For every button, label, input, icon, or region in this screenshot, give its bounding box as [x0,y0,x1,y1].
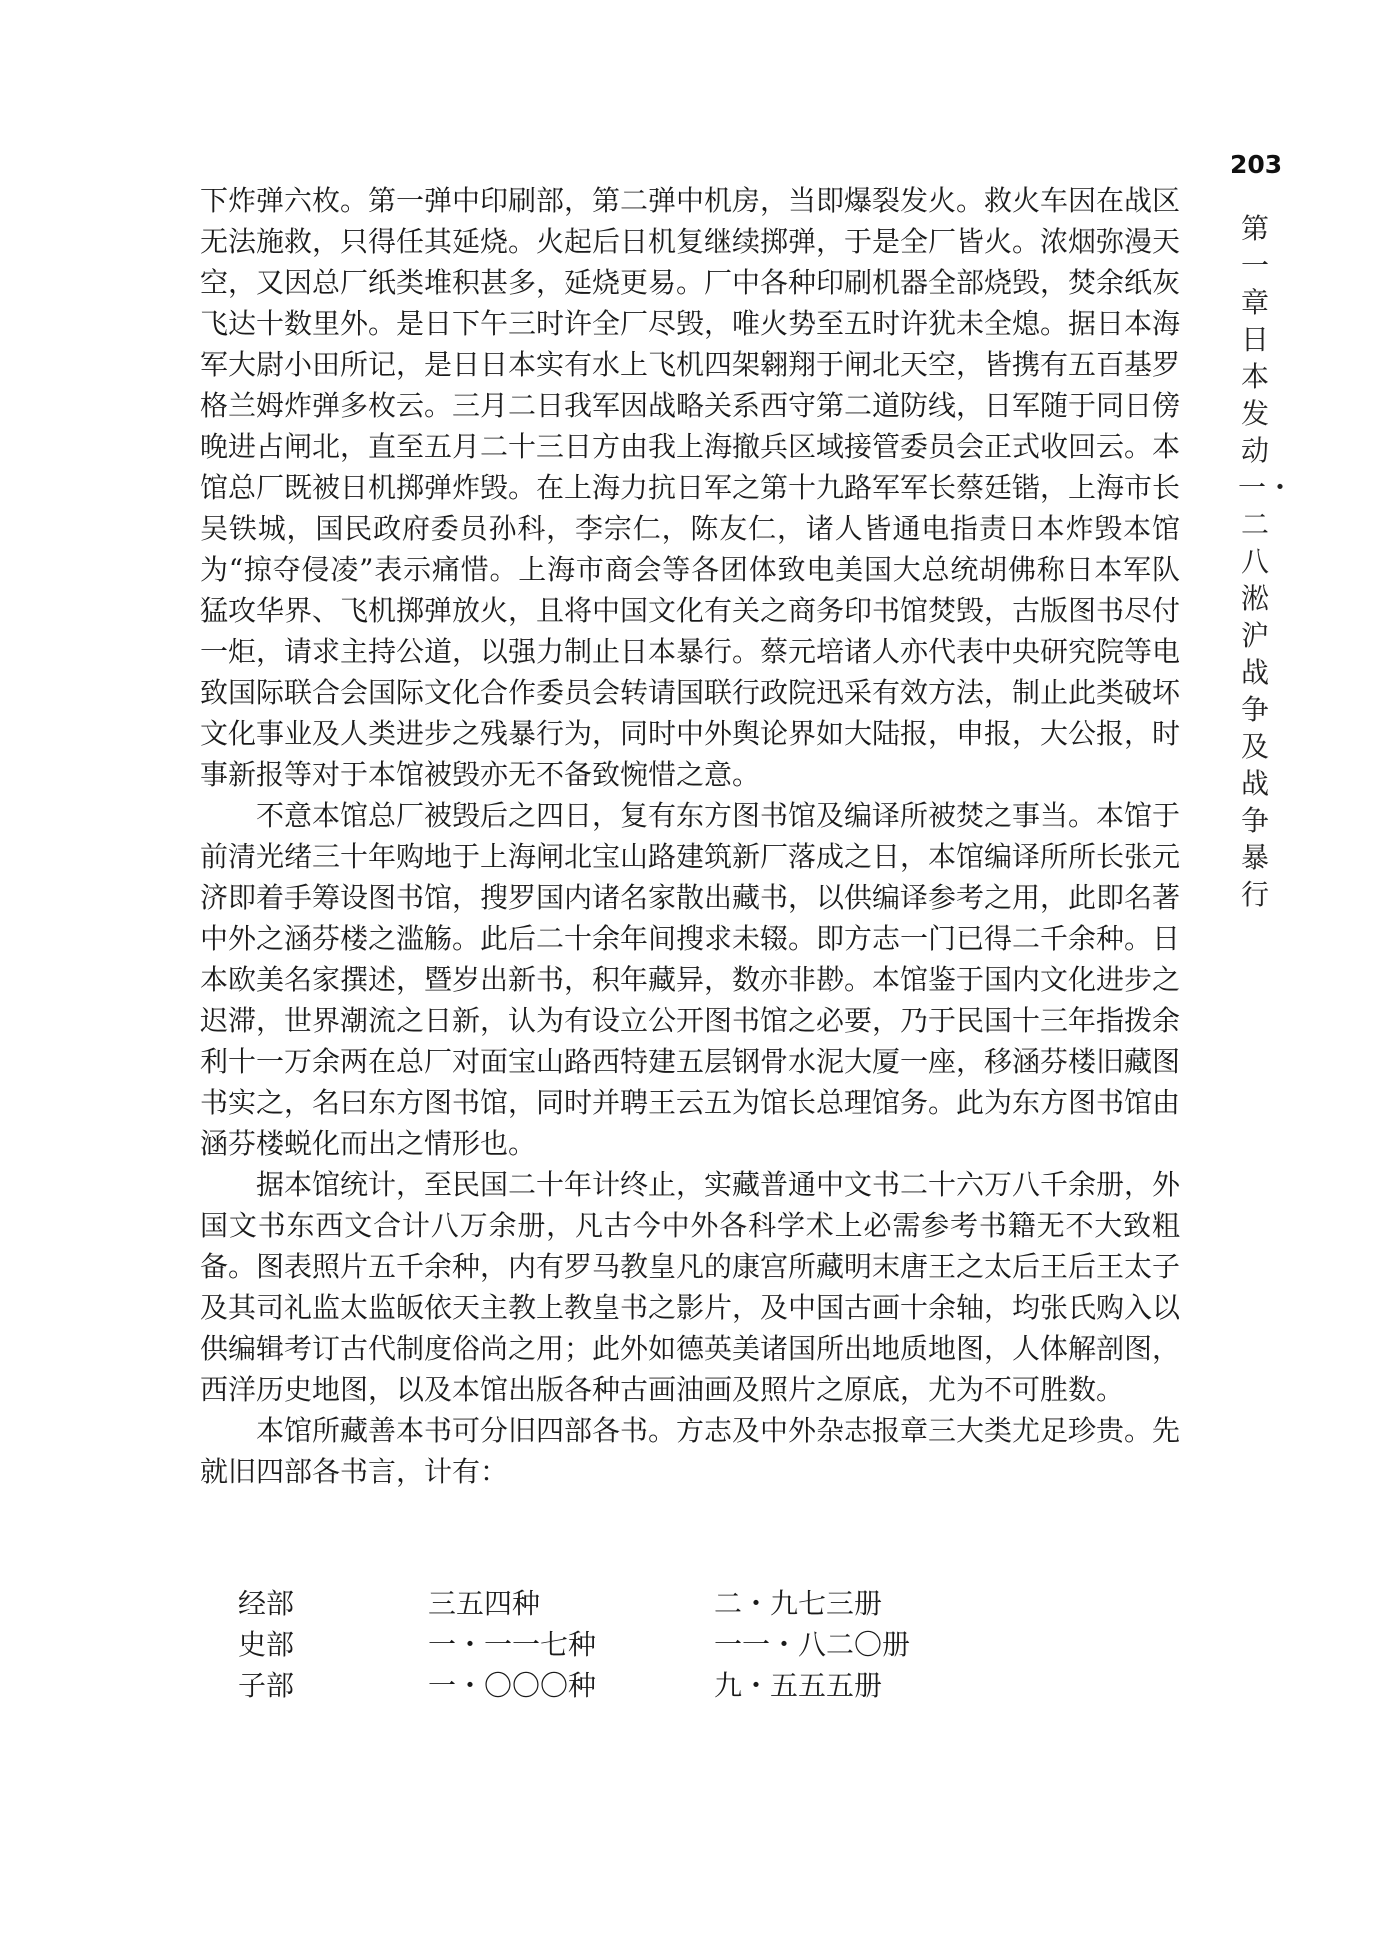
page-number: 203 [1230,150,1283,179]
holdings-row [238,1624,934,1665]
paragraph: 本馆所藏善本书可分旧四部各书。方志及中外杂志报章三大类尤足珍贵。先就旧四部各书言，计有： [200,1414,1181,1488]
holdings-row [238,1665,934,1706]
holdings-kinds: 三五四种 [428,1587,541,1620]
holdings-volumes: 一一・八二〇册 [714,1628,911,1661]
holdings-category: 经部 [238,1587,295,1620]
holdings-volumes: 九・五五五册 [714,1669,883,1702]
paragraph: 不意本馆总厂被毁后之四日，复有东方图书馆及编译所被焚之事当。本馆于前清光绪三十年购地于上海闸北宝山路建筑新厂落成之日，本馆编译所所长张元济即着手筹设图书馆，搜罗国内诸名家散出藏书，以供编译参考之用，此即名著中外之涵芬楼之滥觞。此后二十余年间搜求未辍。即方志一门已得二千余种。日本欧美名家撰述，暨岁出新书，积年藏异，数亦非尠。本馆鉴于国内文化进步之迟滞，世界潮流之日新，认为有设立公开图书馆之必要，乃于民国十三年指拨余利十一万余两在总厂对面宝山路西特建五层钢骨水泥大厦一座，移涵芬楼旧藏图书实之，名曰东方图书馆，同时并聘王云五为馆长总理馆务。此为东方图书馆由涵芬楼蜕化而出之情形也。 [200,799,1181,1160]
holdings-category: 史部 [238,1628,295,1661]
holdings-volumes: 二・九七三册 [714,1587,883,1620]
running-header: 第一章 日本发动一・二八淞沪战争及战争暴行 [1238,212,1295,911]
body-text [200,180,1180,1492]
holdings-row [238,1583,934,1624]
paragraph: 下炸弹六枚。第一弹中印刷部，第二弹中机房，当即爆裂发火。救火车因在战区无法施救，只得任其延烧。火起后日机复继续掷弹，于是全厂皆火。浓烟弥漫天空，又因总厂纸类堆积甚多，延烧更易。厂中各种印刷机器全部烧毁，焚余纸灰飞达十数里外。是日下午三时许全厂尽毁，唯火势至五时许犹未全熄。据日本海军大尉小田所记，是日日本实有水上飞机四架翱翔于闸北天空，皆携有五百基罗格兰姆炸弹多枚云。三月二日我军因战略关系西守第二道防线，日军随于同日傍晚进占闸北，直至五月二十三日方由我上海撤兵区域接管委员会正式收回云。本馆总厂既被日机掷弹炸毁。在上海力抗日军之第十九路军军长蔡廷锴，上海市长吴铁城，国民政府委员孙科，李宗仁，陈友仁，诸人皆通电指责日本炸毁本馆为“掠夺侵凌”表示痛惜。上海市商会等各团体致电美国大总统胡佛称日本军队猛攻华界、飞机掷弹放火，且将中国文化有关之商务印书馆焚毁，古版图书尽付一炬，请求主持公道，以强力制止日本暴行。蔡元培诸人亦代表中央研究院等电致国际联合会国际文化合作委员会转请国联行政院迅采有效方法，制止此类破坏文化事业及人类进步之残暴行为，同时中外舆论界如大陆报，申报，大公报，时事新报等对于本馆被毁亦无不备致惋惜之意。 [200,184,1181,791]
holdings-kinds: 一・一一七种 [428,1628,597,1661]
paragraph: 据本馆统计，至民国二十年计终止，实藏普通中文书二十六万八千余册，外国文书东西文合计八万余册，凡古今中外各科学术上必需参考书籍无不大致粗备。图表照片五千余种，内有罗马教皇凡的康宫所藏明末唐王之太后王后王太子及其司礼监太监皈依天主教上教皇书之影片，及中国古画十余轴，均张氏购入以供编辑考订古代制度俗尚之用；此外如德英美诸国所出地质地图，人体解剖图，西洋历史地图，以及本馆出版各种古画油画及照片之原底，尤为不可胜数。 [200,1168,1181,1406]
holdings-category: 子部 [238,1669,295,1702]
holdings-kinds: 一・〇〇〇种 [428,1669,597,1702]
holdings-table [238,1583,934,1706]
